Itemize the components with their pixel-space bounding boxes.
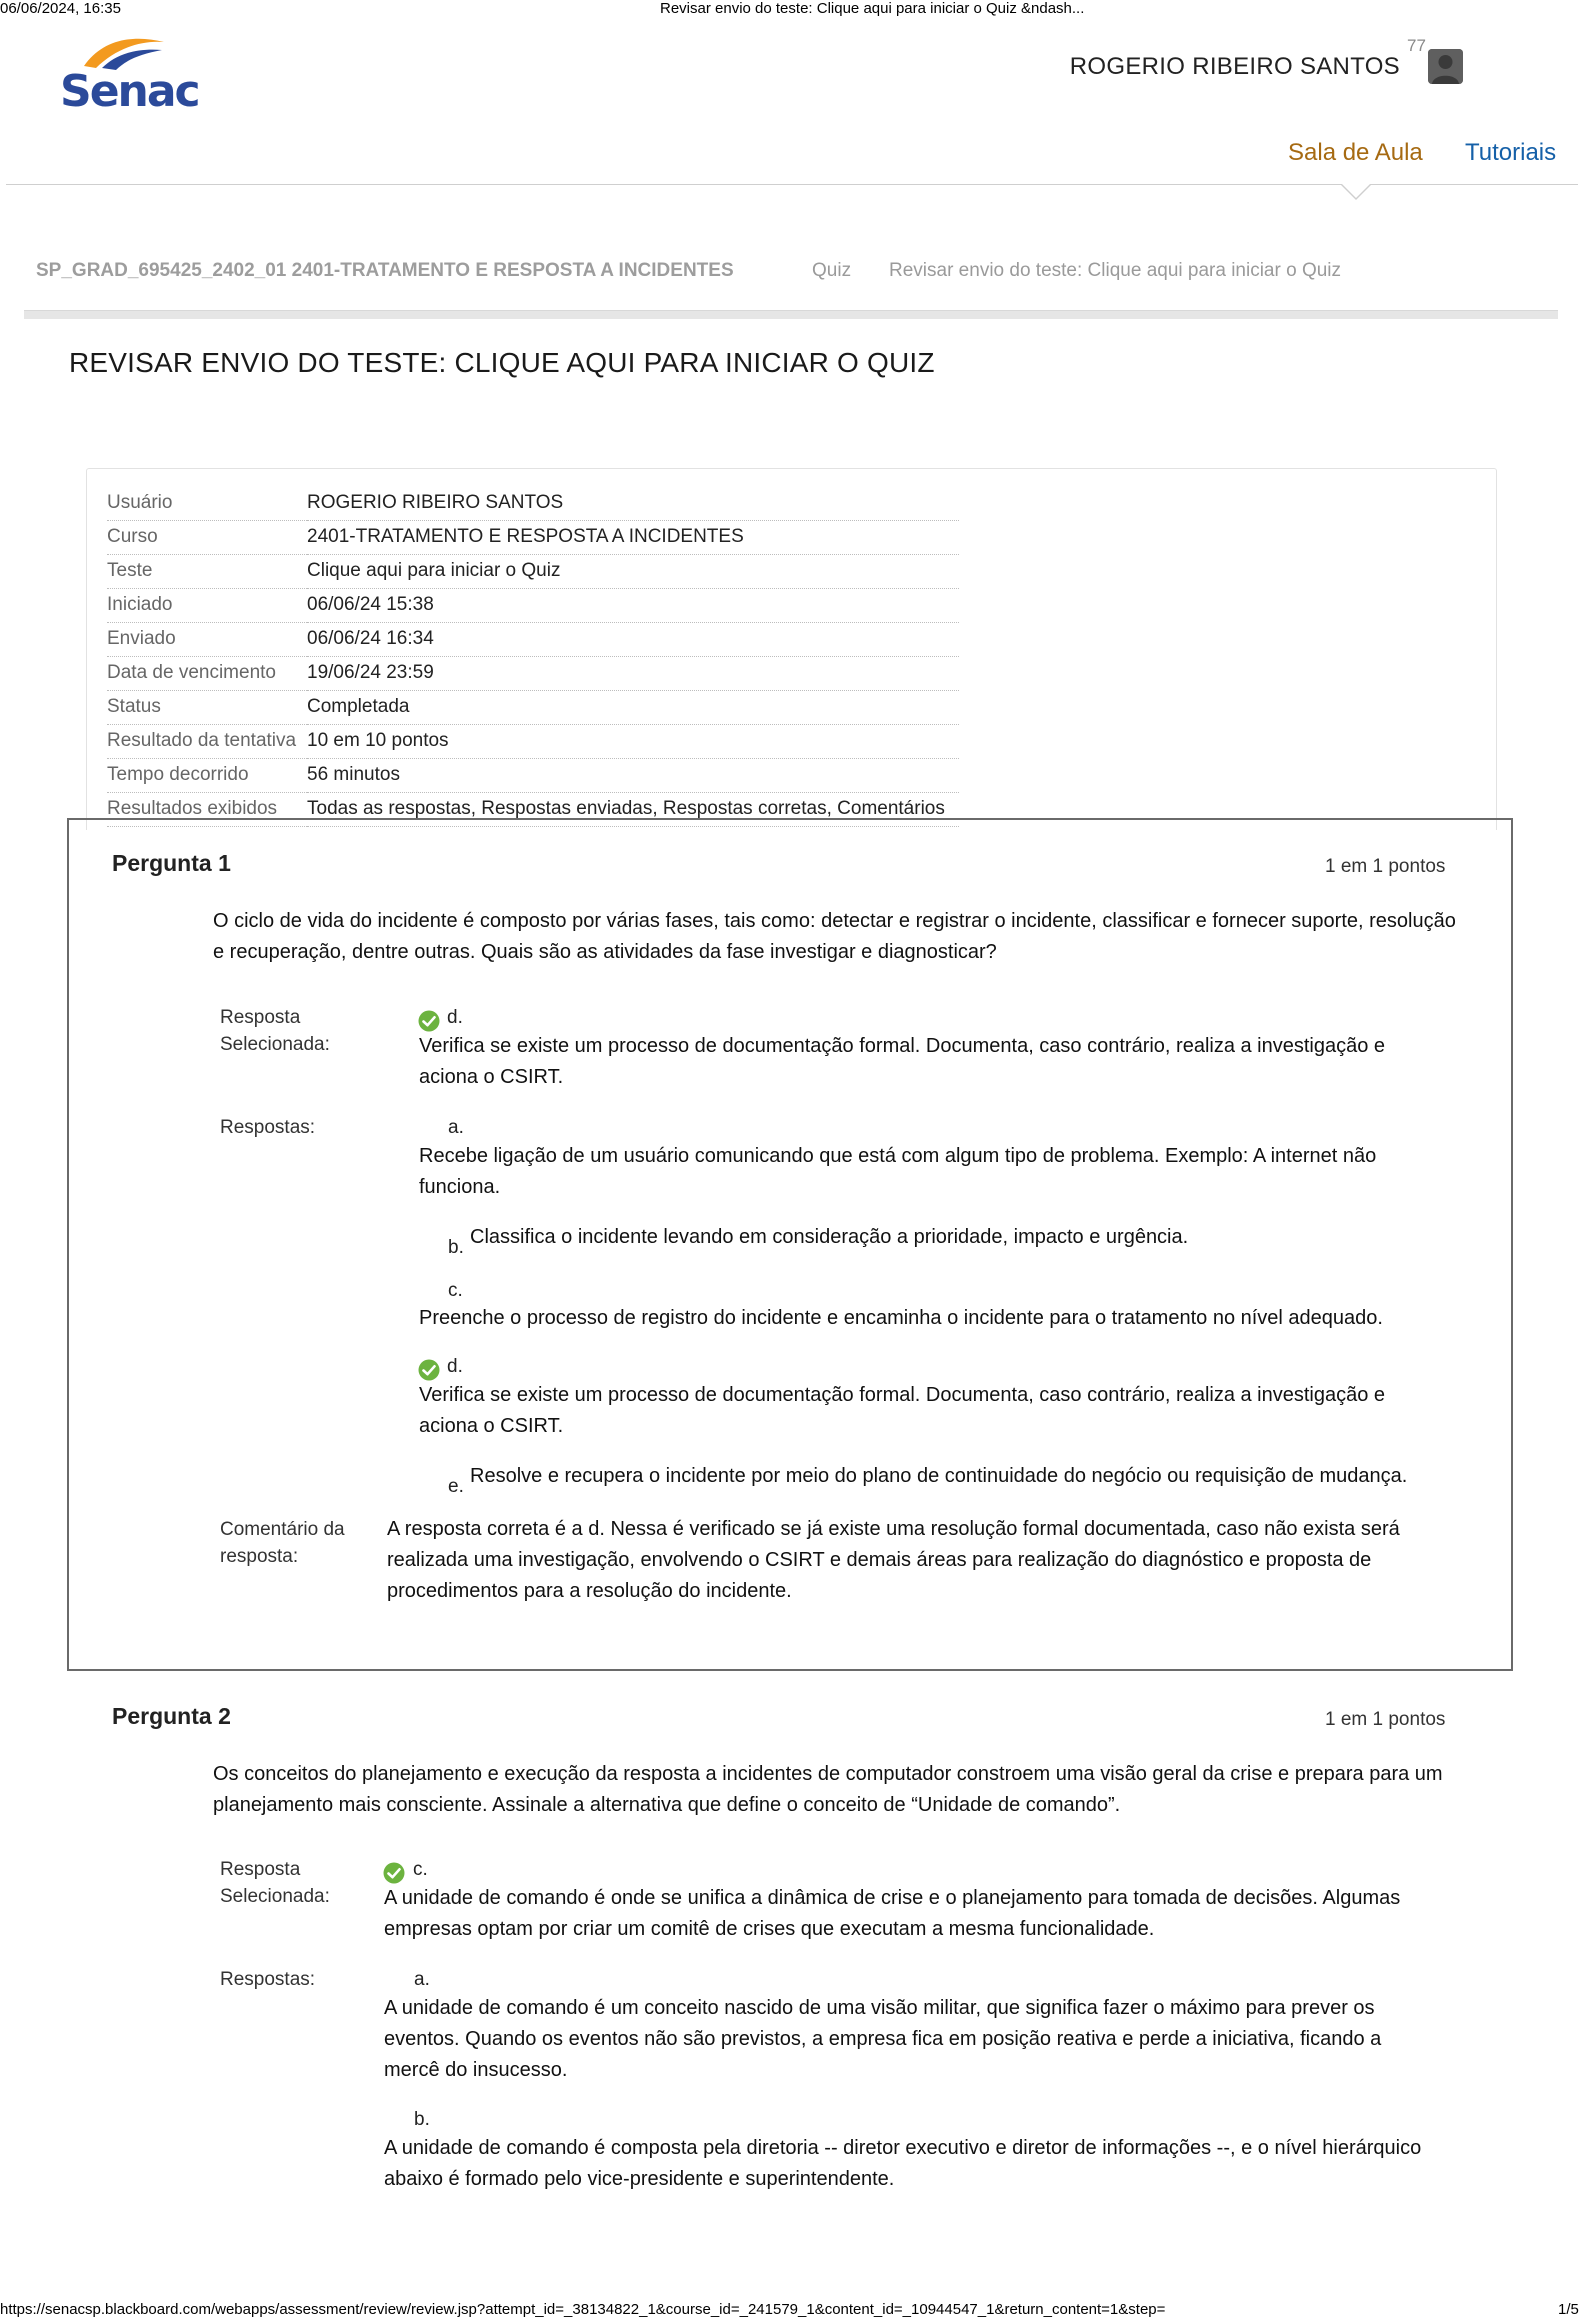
avatar[interactable] bbox=[1428, 49, 1463, 84]
nav-tutoriais[interactable]: Tutoriais bbox=[1465, 139, 1557, 166]
selected-answer-text: A unidade de comando é onde se unifica a dinâmica de crise e o planejamento para tomada de decisões. Algumas empresas optam por criar um comitê de crises que executam a mesma funcionalidade. bbox=[384, 1887, 1401, 1940]
option-text-c: Preenche o processo de registro do incidente e encaminha o incidente para o tratamento no nível adequado. bbox=[419, 1307, 1383, 1329]
nav-sala-de-aula[interactable]: Sala de Aula bbox=[1288, 139, 1423, 166]
breadcrumb-bar bbox=[24, 310, 1558, 319]
info-row-teste bbox=[107, 554, 959, 588]
label-line: resposta: bbox=[220, 1546, 299, 1567]
correct-check-icon bbox=[383, 1862, 405, 1884]
option-text-d: Verifica se existe um processo de documentação formal. Documenta, caso contrário, realiza a investigação e aciona o CSIRT. bbox=[419, 1384, 1386, 1437]
option-letter-a: a. bbox=[414, 1969, 430, 1990]
breadcrumb-current: Revisar envio do teste: Clique aqui para iniciar o Quiz bbox=[889, 260, 1342, 281]
info-row-enviado bbox=[107, 622, 959, 656]
info-value: ROGERIO RIBEIRO SANTOS bbox=[307, 486, 959, 520]
option-text-e: Resolve e recupera o incidente por meio do plano de continuidade do negócio ou requisição de mudança. bbox=[470, 1465, 1408, 1487]
info-label: Data de vencimento bbox=[107, 656, 307, 690]
correct-check-icon bbox=[418, 1010, 440, 1032]
option-text-a: A unidade de comando é um conceito nascido de uma visão militar, que significa fazer o máximo para prever os eventos. Quando os eventos não são previstos, a empresa fica em posição reativa e perde a iniciativa, ficando a mercê do insucesso. bbox=[384, 1997, 1382, 2081]
selected-answer-text: Verifica se existe um processo de documentação formal. Documenta, caso contrário, realiza a investigação e aciona o CSIRT. bbox=[419, 1035, 1386, 1088]
attempt-info-table bbox=[107, 486, 959, 827]
info-label: Tempo decorrido bbox=[107, 758, 307, 792]
info-value: 2401-TRATAMENTO E RESPOSTA A INCIDENTES bbox=[307, 520, 959, 554]
question-1-text: O ciclo de vida do incidente é composto por várias fases, tais como: detectar e registrar o incidente, classificar e fornecer suporte, resolução e recuperação, dentre outras. Quais são as atividades da fase investigar e diagnosticar? bbox=[213, 910, 1456, 963]
option-letter-d: d. bbox=[447, 1356, 463, 1377]
label-line: Selecionada: bbox=[220, 1034, 330, 1055]
notification-count-badge[interactable]: 77 bbox=[1407, 36, 1426, 55]
info-value: Completada bbox=[307, 690, 959, 724]
info-value: Clique aqui para iniciar o Quiz bbox=[307, 554, 959, 588]
label-line: Resposta bbox=[220, 1007, 301, 1028]
logo-wordmark: Senac bbox=[60, 66, 199, 117]
option-letter-a: a. bbox=[448, 1117, 464, 1138]
info-row-vencimento bbox=[107, 656, 959, 690]
label-line: Comentário da bbox=[220, 1519, 345, 1540]
label-line: Resposta bbox=[220, 1859, 301, 1880]
option-letter-c: c. bbox=[448, 1280, 463, 1301]
info-row-curso bbox=[107, 520, 959, 554]
option-text-b: Classifica o incidente levando em consideração a prioridade, impacto e urgência. bbox=[470, 1226, 1189, 1248]
answers-label: Respostas: bbox=[220, 1117, 316, 1138]
user-name[interactable]: ROGERIO RIBEIRO SANTOS bbox=[1069, 53, 1400, 80]
info-label: Resultados exibidos bbox=[107, 792, 307, 826]
option-text-b: A unidade de comando é composta pela diretoria -- diretor executivo e diretor de informações --, e o nível hierárquico abaixo é formado pelo vice-presidente e superintendente. bbox=[384, 2137, 1422, 2190]
option-text-a: Recebe ligação de um usuário comunicando que está com algum tipo de problema. Exemplo: A internet não funciona. bbox=[419, 1145, 1377, 1198]
answer-comment-text: A resposta correta é a d. Nessa é verificado se já existe uma resolução formal documentada, caso não exista será realizada uma investigação, envolvendo o CSIRT e demais áreas para realização do diagnóstico e proposta de procedimentos para a resolução do incidente. bbox=[387, 1518, 1400, 1602]
question-2-title: Pergunta 2 bbox=[112, 1703, 231, 1729]
info-label: Status bbox=[107, 690, 307, 724]
info-value: 10 em 10 pontos bbox=[307, 724, 959, 758]
breadcrumb-course[interactable]: SP_GRAD_695425_2402_01 2401-TRATAMENTO E RESPOSTA A INCIDENTES bbox=[36, 260, 734, 281]
option-letter-b: b. bbox=[414, 2109, 430, 2130]
info-value: Todas as respostas, Respostas enviadas, Respostas corretas, Comentários bbox=[307, 792, 959, 826]
info-row-iniciado bbox=[107, 588, 959, 622]
question-1-title: Pergunta 1 bbox=[112, 850, 231, 876]
info-label: Usuário bbox=[107, 486, 307, 520]
option-letter-b: b. bbox=[448, 1237, 464, 1258]
info-row-usuario bbox=[107, 486, 959, 520]
info-value: 56 minutos bbox=[307, 758, 959, 792]
option-letter-e: e. bbox=[448, 1476, 464, 1497]
answers-label: Respostas: bbox=[220, 1969, 316, 1990]
print-datetime: 06/06/2024, 16:35 bbox=[0, 0, 121, 17]
info-value: 06/06/24 16:34 bbox=[307, 622, 959, 656]
senac-logo[interactable] bbox=[60, 30, 199, 117]
selected-answer-label bbox=[220, 1856, 330, 1910]
info-value: 19/06/24 23:59 bbox=[307, 656, 959, 690]
info-label: Curso bbox=[107, 520, 307, 554]
info-label: Resultado da tentativa bbox=[107, 724, 307, 758]
page-title: REVISAR ENVIO DO TESTE: CLIQUE AQUI PARA INICIAR O QUIZ bbox=[69, 347, 935, 378]
active-nav-indicator-fill bbox=[1342, 184, 1370, 198]
info-label: Enviado bbox=[107, 622, 307, 656]
selected-answer-letter: c. bbox=[413, 1859, 428, 1880]
print-document-title: Revisar envio do teste: Clique aqui para iniciar o Quiz &ndash... bbox=[660, 0, 1085, 17]
info-label: Teste bbox=[107, 554, 307, 588]
question-2-points: 1 em 1 pontos bbox=[1325, 1709, 1446, 1730]
correct-check-icon bbox=[418, 1359, 440, 1381]
breadcrumb-quiz[interactable]: Quiz bbox=[812, 260, 852, 281]
info-value: 06/06/24 15:38 bbox=[307, 588, 959, 622]
user-silhouette-icon bbox=[1428, 49, 1463, 84]
info-row-status bbox=[107, 690, 959, 724]
logo-swoosh-icon bbox=[82, 30, 166, 70]
info-label: Iniciado bbox=[107, 588, 307, 622]
selected-answer-label bbox=[220, 1004, 330, 1058]
print-url: https://senacsp.blackboard.com/webapps/assessment/review/review.jsp?attempt_id=_38134822_1&course_id=_241579_1&content_id=_10944547_1&return_content=1&step= bbox=[0, 2301, 1166, 2318]
comment-label bbox=[220, 1516, 345, 1570]
info-row-tempo bbox=[107, 758, 959, 792]
question-2-text: Os conceitos do planejamento e execução da resposta a incidentes de computador constroem uma visão geral da crise e prepara para um planejamento mais consciente. Assinale a alternativa que define o conceito de “Unidade de comando”. bbox=[213, 1763, 1443, 1816]
label-line: Selecionada: bbox=[220, 1886, 330, 1907]
question-1-points: 1 em 1 pontos bbox=[1325, 856, 1446, 877]
selected-answer-letter: d. bbox=[447, 1007, 463, 1028]
info-row-resultado bbox=[107, 724, 959, 758]
print-page-number: 1/5 bbox=[1558, 2301, 1579, 2318]
